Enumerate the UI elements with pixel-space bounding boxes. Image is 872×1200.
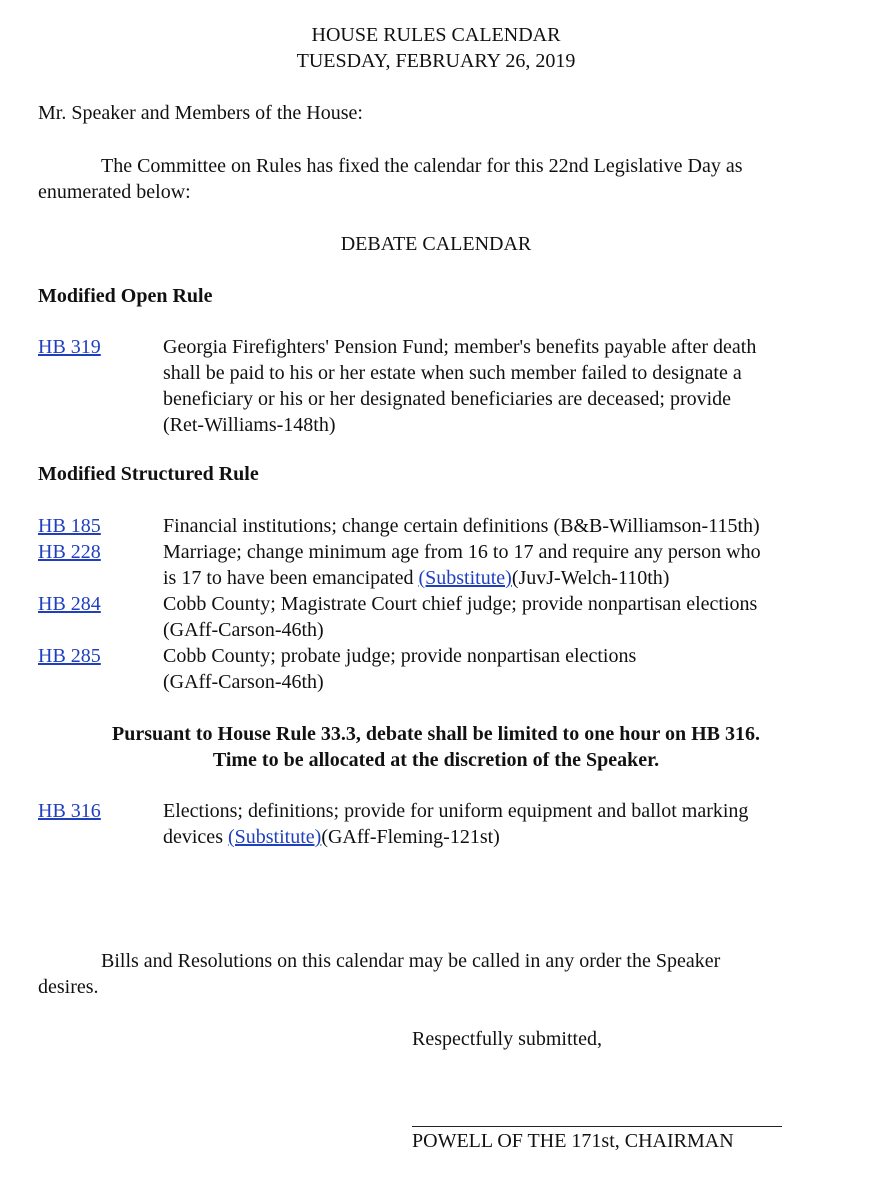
bill-description-text: is 17 to have been emancipated xyxy=(163,567,419,589)
bill-description-line: Marriage; change minimum age from 16 to 17 and require any person who xyxy=(163,541,761,563)
bill-description-text: devices xyxy=(163,826,228,848)
sponsor-text: (GAff-Fleming-121st) xyxy=(321,826,500,848)
bill-link-hb284[interactable]: HB 284 xyxy=(38,593,101,615)
bill-description-line xyxy=(163,824,853,850)
bill-description-line: Cobb County; probate judge; provide nonpartisan elections xyxy=(163,645,637,667)
document-title: HOUSE RULES CALENDAR xyxy=(311,24,561,46)
bill-description-hb228 xyxy=(163,539,853,591)
section-heading-structured-rule: Modified Structured Rule xyxy=(38,463,259,485)
section-heading-open-rule: Modified Open Rule xyxy=(38,285,213,307)
closing-line-1: Bills and Resolutions on this calendar may be called in any order the Speaker xyxy=(101,950,721,972)
bill-link-hb316[interactable]: HB 316 xyxy=(38,800,101,822)
document-date: TUESDAY, FEBRUARY 26, 2019 xyxy=(296,50,576,72)
bill-description-line: (GAff-Carson-46th) xyxy=(163,619,324,641)
signature-line xyxy=(412,1126,782,1127)
closing-line-2: desires. xyxy=(38,976,99,998)
bill-link-hb185[interactable]: HB 185 xyxy=(38,515,101,537)
bill-description-line: Georgia Firefighters' Pension Fund; member's benefits payable after death xyxy=(163,336,757,358)
bill-description-line: Elections; definitions; provide for uniform equipment and ballot marking xyxy=(163,800,749,822)
substitute-link-hb228[interactable]: (Substitute) xyxy=(418,567,512,589)
sponsor-text: (JuvJ-Welch-110th) xyxy=(511,567,670,589)
calendar-title: DEBATE CALENDAR xyxy=(340,233,532,255)
bill-description-hb316 xyxy=(163,798,853,850)
debate-limit-line-2: Time to be allocated at the discretion of the Speaker. xyxy=(212,749,660,771)
substitute-link-hb316[interactable]: (Substitute) xyxy=(227,826,322,848)
bill-description-hb284 xyxy=(163,591,853,643)
chairman-name: POWELL OF THE 171st, CHAIRMAN xyxy=(412,1130,734,1152)
intro-line-2: enumerated below: xyxy=(38,181,191,203)
bill-description-hb319 xyxy=(163,334,853,438)
bill-description-line: Cobb County; Magistrate Court chief judge; provide nonpartisan elections xyxy=(163,593,758,615)
bill-description-hb185: Financial institutions; change certain definitions (B&B-Williamson-115th) xyxy=(163,515,760,537)
bill-description-line xyxy=(163,565,853,591)
respectfully-submitted: Respectfully submitted, xyxy=(412,1028,602,1050)
debate-limit-line-1: Pursuant to House Rule 33.3, debate shall be limited to one hour on HB 316. xyxy=(111,723,761,745)
intro-line-1: The Committee on Rules has fixed the calendar for this 22nd Legislative Day as xyxy=(101,155,743,177)
bill-description-hb285 xyxy=(163,643,853,695)
bill-description-line: shall be paid to his or her estate when such member failed to designate a xyxy=(163,362,742,384)
salutation: Mr. Speaker and Members of the House: xyxy=(38,102,363,124)
bill-link-hb285[interactable]: HB 285 xyxy=(38,645,101,667)
bill-description-line: beneficiary or his or her designated beneficiaries are deceased; provide xyxy=(163,388,732,410)
bill-description-line: (Ret-Williams-148th) xyxy=(163,414,336,436)
bill-link-hb319[interactable]: HB 319 xyxy=(38,336,101,358)
bill-link-hb228[interactable]: HB 228 xyxy=(38,541,101,563)
bill-description-line: (GAff-Carson-46th) xyxy=(163,671,324,693)
